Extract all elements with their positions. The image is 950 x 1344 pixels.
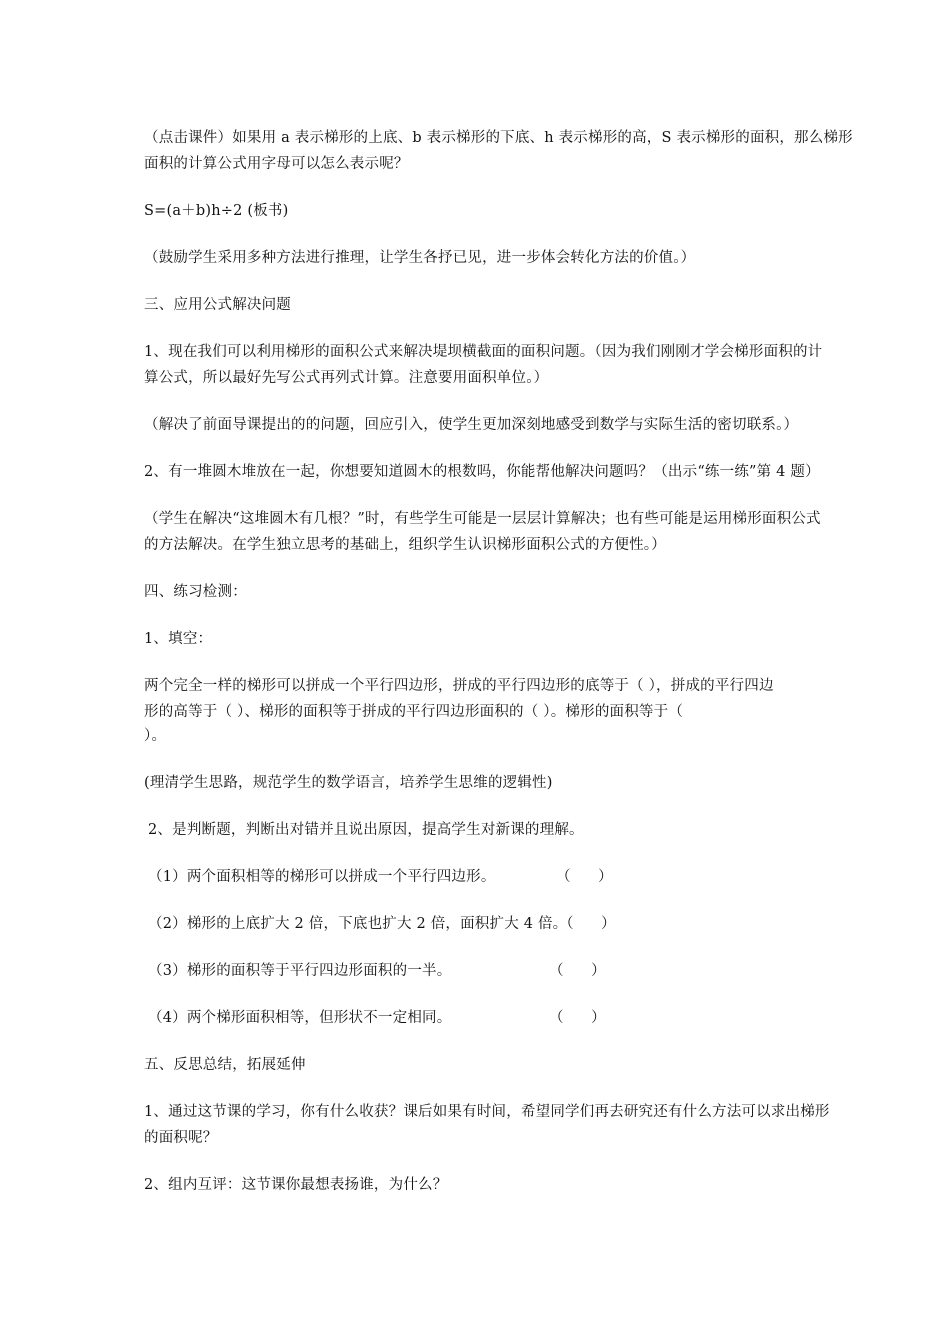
judge-item-3: （3）梯形的面积等于平行四边形面积的一半。 bbox=[148, 963, 452, 979]
fill-blank-line: ）。 bbox=[144, 728, 167, 744]
paragraph-line: 2、组内互评：这节课你最想表扬谁，为什么？ bbox=[144, 1177, 448, 1193]
fill-blank-line: 两个完全一样的梯形可以拼成一个平行四边形，拼成的平行四边形的底等于（ ），拼成的平行四边 bbox=[144, 678, 774, 694]
section-heading-5: 五、反思总结，拓展延伸 bbox=[144, 1057, 306, 1073]
paragraph-line: 算公式，所以最好先写公式再列式计算。注意要用面积单位。） bbox=[144, 370, 549, 386]
paragraph-line: 的面积呢？ bbox=[144, 1130, 218, 1146]
judge-item-1: （1）两个面积相等的梯形可以拼成一个平行四边形。 bbox=[148, 869, 496, 885]
paragraph-line: 面积的计算公式用字母可以怎么表示呢？ bbox=[144, 156, 409, 172]
section-heading-4: 四、练习检测： bbox=[144, 584, 247, 600]
paragraph-line: 1、通过这节课的学习，你有什么收获？课后如果有时间，希望同学们再去研究还有什么方法可以求出梯形 bbox=[144, 1104, 830, 1120]
judge-title: 2、是判断题，判断出对错并且说出原因，提高学生对新课的理解。 bbox=[148, 822, 584, 838]
fill-blank-line: 形的高等于（ ）、梯形的面积等于拼成的平行四边形面积的（ ）。梯形的面积等于（ bbox=[144, 704, 684, 720]
judge-answer-blank-4: （ ） bbox=[549, 1010, 606, 1026]
judge-answer-blank-2: （ ） bbox=[559, 916, 616, 932]
formula-line: S=(a＋b)h÷2 (板书) bbox=[144, 203, 289, 219]
paragraph-line: (理清学生思路，规范学生的数学语言，培养学生思维的逻辑性) bbox=[144, 775, 553, 791]
judge-item-4: （4）两个梯形面积相等，但形状不一定相同。 bbox=[148, 1010, 452, 1026]
section-heading-3: 三、应用公式解决问题 bbox=[144, 297, 291, 313]
paragraph-line: （点击课件）如果用 a 表示梯形的上底、b 表示梯形的下底、h 表示梯形的高，S 表示梯形的面积，那么梯形 bbox=[144, 130, 853, 146]
paragraph-line: 1、现在我们可以利用梯形的面积公式来解决堤坝横截面的面积问题。（因为我们刚刚才学会梯形面积的计 bbox=[144, 344, 823, 360]
paragraph-line: （解决了前面导课提出的的问题，回应引入，使学生更加深刻地感受到数学与实际生活的密切联系。） bbox=[144, 417, 799, 433]
paragraph-line: （鼓励学生采用多种方法进行推理，让学生各抒已见，进一步体会转化方法的价值。） bbox=[144, 250, 696, 266]
judge-answer-blank-1: （ ） bbox=[556, 869, 613, 885]
paragraph-line: 2、有一堆圆木堆放在一起，你想要知道圆木的根数吗，你能帮他解决问题吗？（出示“练一练”第 4 题） bbox=[144, 464, 820, 480]
paragraph-line: 的方法解决。在学生独立思考的基础上，组织学生认识梯形面积公式的方便性。） bbox=[144, 537, 666, 553]
paragraph-line: （学生在解决“这堆圆木有几根？”时，有些学生可能是一层层计算解决；也有些可能是运用梯形面积公式 bbox=[144, 511, 821, 527]
judge-answer-blank-3: （ ） bbox=[549, 963, 606, 979]
fill-blank-title: 1、填空： bbox=[144, 631, 213, 647]
judge-item-2: （2）梯形的上底扩大 2 倍，下底也扩大 2 倍，面积扩大 4 倍。 bbox=[148, 916, 568, 932]
